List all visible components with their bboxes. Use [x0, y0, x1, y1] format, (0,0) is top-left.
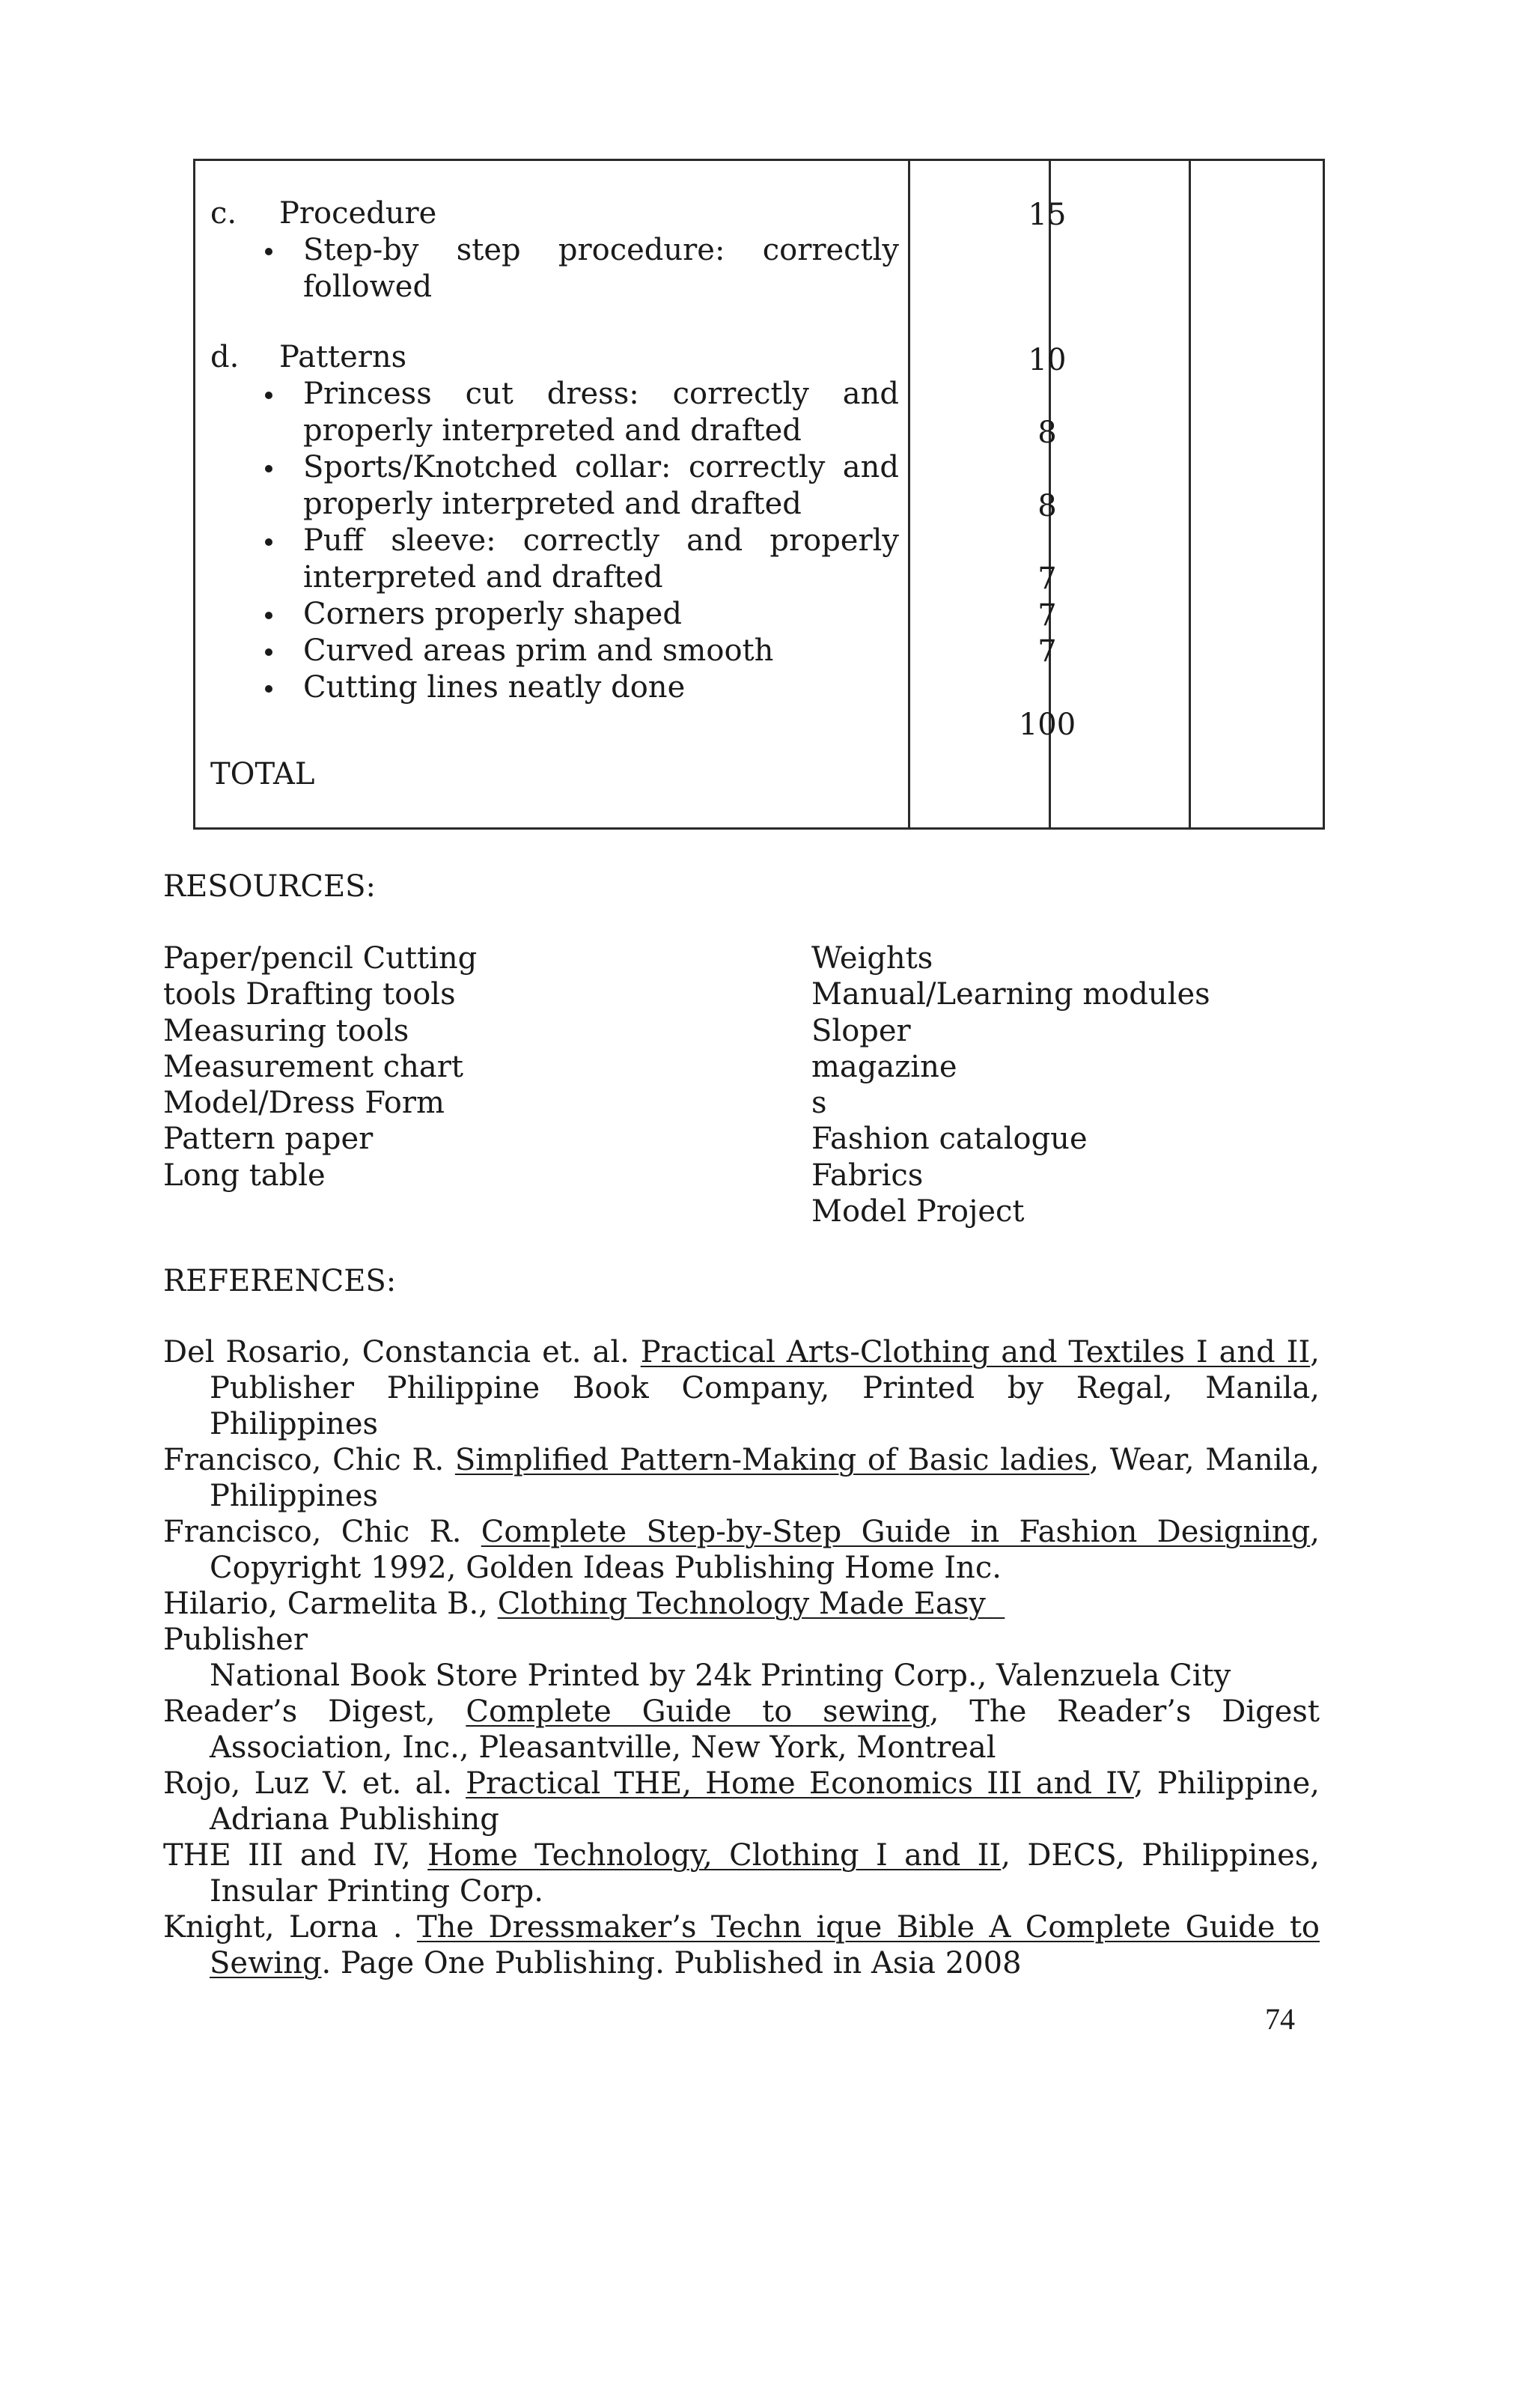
reference-entry: Reader’s Digest, Complete Guide to sewing, The Reader’s Digest Association, Inc., Pleasantville, New York, Montreal: [163, 1694, 1320, 1765]
reference-title: Home Technology, Clothing I and II: [427, 1838, 1002, 1873]
reference-entry: Rojo, Luz V. et. al. Practical THE, Home Economics III and IV, Philippine, Adriana Publishing: [163, 1766, 1320, 1837]
resource-item: Fabrics: [811, 1158, 924, 1193]
reference-entry: THE III and IV, Home Technology, Clothing I and II, DECS, Philippines, Insular Printing Corp.: [163, 1838, 1320, 1909]
column-divider: [908, 161, 910, 827]
score-value: 7: [1037, 634, 1057, 669]
references-list: [163, 1334, 1320, 1981]
reference-title: Simplified Pattern-Making of Basic ladies: [454, 1443, 1090, 1477]
list-item: Cutting lines neatly done: [210, 669, 899, 706]
list-item: Curved areas prim and smooth: [210, 633, 899, 669]
procedure-list: [210, 232, 899, 305]
resource-item: Sloper: [811, 1013, 911, 1048]
reference-title: Practical Arts-Clothing and Textiles I and II: [640, 1335, 1311, 1369]
reference-entry: Knight, Lorna . The Dressmaker’s Techn ique Bible A Complete Guide to Sewing. Page One Publishing. Published in Asia 2008: [163, 1910, 1320, 1980]
resource-item: Long table: [163, 1158, 326, 1193]
page-number: 74: [1265, 2002, 1295, 2036]
list-item: Princess cut dress: correctly and properly interpreted and drafted: [210, 376, 899, 449]
reference-title: Practical THE, Home Economics III and IV: [466, 1766, 1134, 1801]
list-item: Corners properly shaped: [210, 596, 899, 633]
resource-item: Measurement chart: [163, 1049, 463, 1084]
resource-item: Fashion catalogue: [811, 1122, 1088, 1157]
column-divider: [1189, 161, 1191, 827]
reference-title: Complete Step-by-Step Guide in Fashion Designing: [481, 1515, 1311, 1549]
list-item: Step-by step procedure: correctly followed: [210, 232, 899, 305]
score-value: 7: [1037, 562, 1057, 596]
reference-entry: Del Rosario, Constancia et. al. Practical Arts-Clothing and Textiles I and II, Publisher Philippine Book Company, Printed by Regal, Manila, Philippines: [163, 1335, 1320, 1441]
references-heading: REFERENCES:: [163, 1264, 397, 1298]
score-value: 8: [1037, 489, 1057, 523]
reference-continuation: National Book Store Printed by 24k Printing Corp., Valenzuela City: [210, 1658, 1231, 1693]
reference-entry: Francisco, Chic R. Simplified Pattern-Making of Basic ladies, Wear, Manila, Philippines: [163, 1443, 1320, 1513]
list-item: Puff sleeve: correctly and properly interpreted and drafted: [210, 523, 899, 596]
score-value: 100: [1018, 708, 1076, 742]
reference-entry: Hilario, Carmelita B., Clothing Technology Made Easy: [163, 1587, 986, 1621]
criterion-procedure: [210, 195, 899, 232]
resource-item: Manual/Learning modules: [811, 977, 1210, 1012]
reference-title: Complete Guide to sewing: [466, 1694, 930, 1729]
resources-right-column: [811, 940, 1210, 1229]
score-value: 15: [1028, 198, 1067, 232]
resource-item: Weights: [811, 941, 933, 976]
resource-item: Pattern paper: [163, 1122, 374, 1157]
rubric-table: [193, 159, 1325, 830]
reference-entry: Francisco, Chic R. Complete Step-by-Step Guide in Fashion Designing, Copyright 1992, Golden Ideas Publishing Home Inc.: [163, 1515, 1320, 1585]
resource-item: Paper/pencil Cutting: [163, 941, 478, 976]
resource-item: Measuring tools: [163, 1013, 409, 1048]
score-value: 7: [1037, 598, 1057, 633]
criterion-patterns: [210, 339, 899, 376]
patterns-list: [210, 376, 899, 706]
criteria-cell: [210, 195, 899, 706]
resource-item: magazine: [811, 1049, 957, 1084]
total-label: TOTAL: [210, 757, 315, 791]
criterion-letter: d.: [210, 340, 240, 374]
criterion-title: Patterns: [279, 340, 407, 374]
score-value: 8: [1037, 416, 1057, 450]
resource-item: Model/Dress Form: [163, 1086, 445, 1121]
resource-item: Model Project: [811, 1194, 1025, 1229]
resource-item: tools Drafting tools: [163, 977, 456, 1012]
reference-continuation: Publisher: [163, 1623, 308, 1657]
reference-title: The Dressmaker’s Techn ique Bible A Complete Guide to Sewing: [210, 1910, 1320, 1980]
reference-title: Clothing Technology Made Easy: [497, 1587, 986, 1621]
criterion-letter: c.: [210, 196, 237, 231]
resource-item: s: [811, 1086, 827, 1121]
list-item: Sports/Knotched collar: correctly and properly interpreted and drafted: [210, 449, 899, 523]
resources-heading: RESOURCES:: [163, 869, 377, 904]
score-value: 10: [1028, 343, 1067, 377]
criterion-title: Procedure: [279, 196, 437, 231]
resources-left-column: [163, 940, 477, 1194]
